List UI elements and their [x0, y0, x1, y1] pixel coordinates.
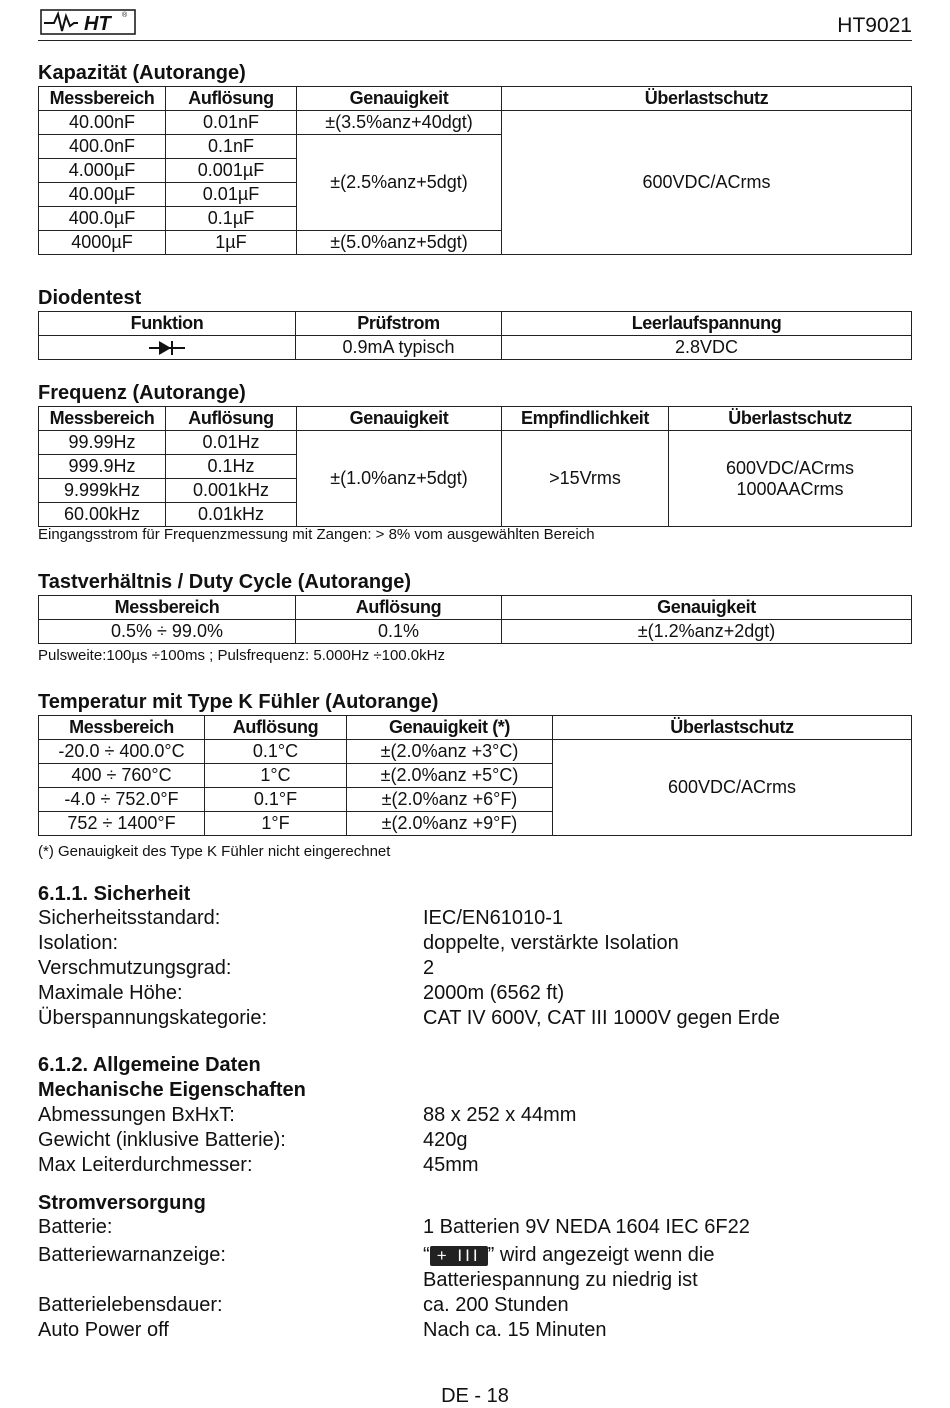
range-cell: 60.00kHz: [39, 503, 166, 527]
capacity-title: Kapazität (Autorange): [38, 62, 246, 84]
spec-key: Max Leiterdurchmesser:: [38, 1154, 253, 1176]
spec-value: ca. 200 Stunden: [423, 1294, 569, 1316]
resolution-cell: 0.01Hz: [166, 431, 297, 455]
spec-row: [38, 931, 912, 956]
temperature-note: (*) Genauigkeit des Type K Fühler nicht eingerechnet: [38, 843, 391, 860]
resolution-cell: 0.1°F: [205, 788, 347, 812]
spec-key: Überspannungskategorie:: [38, 1007, 268, 1029]
spec-row: [38, 1128, 912, 1153]
col-header: Genauigkeit (*): [347, 716, 553, 740]
spec-row: [38, 1293, 912, 1318]
col-header: Genauigkeit: [297, 407, 502, 431]
protection-cell: 600VDC/ACrms: [502, 111, 912, 255]
col-header: Leerlaufspannung: [502, 312, 912, 336]
col-header: Messbereich: [39, 407, 166, 431]
frequency-title: Frequenz (Autorange): [38, 382, 246, 404]
spec-row: [38, 906, 912, 931]
col-header: Überlastschutz: [502, 87, 912, 111]
col-header: Messbereich: [39, 596, 296, 620]
resolution-cell: 1°C: [205, 764, 347, 788]
accuracy-cell: ±(1.0%anz+5dgt): [297, 431, 502, 527]
safety-title: 6.1.1. Sicherheit: [38, 883, 191, 905]
temperature-table: [38, 715, 912, 836]
col-header: Genauigkeit: [502, 596, 912, 620]
range-cell: 0.5% ÷ 99.0%: [39, 620, 296, 644]
col-header: Prüfstrom: [296, 312, 502, 336]
spec-row: [38, 1153, 912, 1178]
col-header: Messbereich: [39, 87, 166, 111]
header-divider: [38, 40, 912, 41]
spec-value: [423, 1243, 912, 1268]
spec-key: Gewicht (inklusive Batterie):: [38, 1129, 286, 1151]
general-title: 6.1.2. Allgemeine Daten: [38, 1054, 261, 1076]
range-cell: 99.99Hz: [39, 431, 166, 455]
safety-list: [38, 906, 912, 1031]
spec-value: 88 x 252 x 44mm: [423, 1104, 577, 1126]
accuracy-cell: ±(2.0%anz +3°C): [347, 740, 553, 764]
spec-key: Auto Power off: [38, 1319, 169, 1341]
col-header: Genauigkeit: [297, 87, 502, 111]
spec-key: Batterielebensdauer:: [38, 1294, 223, 1316]
svg-text:®: ®: [122, 12, 128, 19]
diode-icon: [147, 339, 187, 357]
col-header: Auflösung: [296, 596, 502, 620]
sensitivity-cell: >15Vrms: [502, 431, 669, 527]
col-header: Messbereich: [39, 716, 205, 740]
spec-value: 420g: [423, 1129, 468, 1151]
range-cell: 400.0nF: [39, 135, 166, 159]
accuracy-cell: ±(2.0%anz +9°F): [347, 812, 553, 836]
accuracy-cell: ±(3.5%anz+40dgt): [297, 111, 502, 135]
range-cell: -4.0 ÷ 752.0°F: [39, 788, 205, 812]
spec-key: Batteriewarnanzeige:: [38, 1244, 226, 1266]
col-header: Funktion: [39, 312, 296, 336]
spec-value: 2: [423, 957, 435, 979]
spec-row: [38, 1006, 912, 1031]
duty-title: Tastverhältnis / Duty Cycle (Autorange): [38, 571, 412, 593]
test-current-cell: 0.9mA typisch: [296, 336, 502, 360]
col-header: Auflösung: [166, 407, 297, 431]
spec-row: [38, 1103, 912, 1128]
spec-value: 2000m (6562 ft): [423, 982, 565, 1004]
col-header: Empfindlichkeit: [502, 407, 669, 431]
resolution-cell: 0.01nF: [166, 111, 297, 135]
diode-symbol-cell: [39, 336, 296, 360]
resolution-cell: 0.1°C: [205, 740, 347, 764]
range-cell: -20.0 ÷ 400.0°C: [39, 740, 205, 764]
spec-key: Batterie:: [38, 1216, 113, 1238]
power-title: Stromversorgung: [38, 1192, 206, 1214]
range-cell: 4000µF: [39, 231, 166, 255]
resolution-cell: 0.1%: [296, 620, 502, 644]
accuracy-cell: ±(2.0%anz +6°F): [347, 788, 553, 812]
battery-warning-text: ” wird angezeigt wenn die: [487, 1244, 715, 1266]
range-cell: 752 ÷ 1400°F: [39, 812, 205, 836]
range-cell: 999.9Hz: [39, 455, 166, 479]
protection-line: 1000AACrms: [736, 478, 844, 499]
mechanical-list: [38, 1103, 912, 1178]
spec-row: [38, 1318, 912, 1343]
spec-value: Batteriespannung zu niedrig ist: [423, 1269, 698, 1291]
resolution-cell: 0.1µF: [166, 207, 297, 231]
resolution-cell: 0.001kHz: [166, 479, 297, 503]
resolution-cell: 0.001µF: [166, 159, 297, 183]
col-header: Überlastschutz: [669, 407, 912, 431]
range-cell: 40.00nF: [39, 111, 166, 135]
protection-cell: [669, 431, 912, 527]
resolution-cell: 1µF: [166, 231, 297, 255]
spec-value: doppelte, verstärkte Isolation: [423, 932, 679, 954]
frequency-note: Eingangsstrom für Frequenzmessung mit Zangen: > 8% vom ausgewählten Bereich: [38, 526, 595, 543]
protection-line: 600VDC/ACrms: [725, 457, 855, 478]
power-list: [38, 1215, 912, 1343]
range-cell: 9.999kHz: [39, 479, 166, 503]
capacity-table: [38, 86, 912, 255]
col-header: Auflösung: [166, 87, 297, 111]
spec-key: Sicherheitsstandard:: [38, 907, 221, 929]
range-cell: 40.00µF: [39, 183, 166, 207]
accuracy-cell: ±(5.0%anz+5dgt): [297, 231, 502, 255]
frequency-table: [38, 406, 912, 527]
resolution-cell: 0.01kHz: [166, 503, 297, 527]
range-cell: 400 ÷ 760°C: [39, 764, 205, 788]
open-voltage-cell: 2.8VDC: [502, 336, 912, 360]
col-header: Auflösung: [205, 716, 347, 740]
svg-text:HT: HT: [84, 13, 111, 35]
duty-note: Pulsweite:100µs ÷100ms ; Pulsfrequenz: 5.000Hz ÷100.0kHz: [38, 647, 445, 664]
spec-value: 45mm: [423, 1154, 479, 1176]
diode-table: [38, 311, 912, 360]
spec-row: [38, 956, 912, 981]
spec-value: 1 Batterien 9V NEDA 1604 IEC 6F22: [423, 1216, 750, 1238]
resolution-cell: 0.1nF: [166, 135, 297, 159]
resolution-cell: 1°F: [205, 812, 347, 836]
model-name: HT9021: [837, 14, 912, 37]
spec-key: Verschmutzungsgrad:: [38, 957, 232, 979]
page-number: DE - 18: [441, 1385, 509, 1407]
range-cell: 400.0µF: [39, 207, 166, 231]
accuracy-cell: ±(2.5%anz+5dgt): [297, 135, 502, 231]
accuracy-cell: ±(2.0%anz +5°C): [347, 764, 553, 788]
accuracy-cell: ±(1.2%anz+2dgt): [502, 620, 912, 644]
resolution-cell: 0.01µF: [166, 183, 297, 207]
spec-key: Maximale Höhe:: [38, 982, 183, 1004]
battery-low-icon: + III: [430, 1246, 488, 1266]
duty-table: [38, 595, 912, 644]
spec-value: Nach ca. 15 Minuten: [423, 1319, 607, 1341]
resolution-cell: 0.1Hz: [166, 455, 297, 479]
ht-logo: [40, 6, 136, 36]
col-header: Überlastschutz: [553, 716, 912, 740]
mechanical-title: Mechanische Eigenschaften: [38, 1079, 306, 1101]
temperature-title: Temperatur mit Type K Fühler (Autorange): [38, 691, 439, 713]
spec-key: Isolation:: [38, 932, 119, 954]
spec-value: IEC/EN61010-1: [423, 907, 564, 929]
spec-row: [38, 981, 912, 1006]
protection-cell: 600VDC/ACrms: [553, 740, 912, 836]
spec-row: [38, 1243, 912, 1268]
diode-title: Diodentest: [38, 287, 142, 309]
spec-row: [38, 1215, 912, 1240]
range-cell: 4.000µF: [39, 159, 166, 183]
spec-row: [38, 1268, 912, 1293]
spec-value: CAT IV 600V, CAT III 1000V gegen Erde: [423, 1007, 780, 1029]
quote-open: “: [423, 1244, 430, 1266]
spec-key: Abmessungen BxHxT:: [38, 1104, 235, 1126]
